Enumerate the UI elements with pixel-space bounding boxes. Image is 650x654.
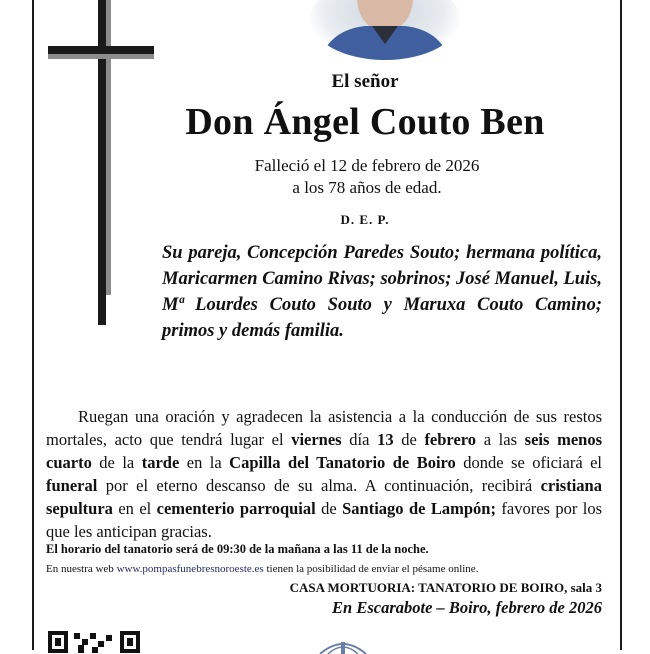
- family-list: Su pareja, Concepción Paredes Souto; hermana política, Maricarmen Camino Rivas; sobrinos; José Manuel, Luis, Mª Lourdes Couto Souto y Maruxa Couto Camino; primos y demás familia.: [162, 243, 602, 341]
- portrait-photo: [310, 0, 460, 60]
- tanatorio-hours: El horario del tanatorio será de 09:30 de la mañana a las 11 de la noche.: [46, 542, 429, 556]
- intro-text: El señor: [331, 71, 399, 92]
- death-info: [42, 155, 650, 199]
- ceremony-text: Ruegan una oración y agradecen la asistencia a la conducción de sus restos mortales, acto que tendrá lugar el viernes día 13 de febrero a las seis menos cuarto de la tarde en la Capilla del Tanatorio de Boiro donde se oficiará el funeral por el eterno descanso de su alma. A continuación, recibirá cristiana sepultura en el cementerio parroquial de Santiago de Lampón; favores por los que les anticipan gracias.: [46, 407, 603, 541]
- place-date: En Escarabote – Boiro, febrero de 2026: [332, 598, 602, 617]
- mortuary-house: CASA MORTUORIA: TANATORIO DE BOIRO, sala 3: [289, 580, 602, 595]
- dep-text: D. E. P.: [340, 212, 390, 227]
- portrait-figure-icon: [310, 0, 460, 60]
- death-date: Falleció el 12 de febrero de 2026: [254, 156, 480, 175]
- death-age: a los 78 años de edad.: [292, 178, 442, 197]
- funeral-home-logo-icon: [316, 634, 370, 654]
- web-note: En nuestra web www.pompasfunebresnoroeste.es tienen la posibilidad de enviar el pésame online.: [46, 563, 479, 575]
- left-border-line: [32, 0, 34, 650]
- deceased-name: Don Ángel Couto Ben: [185, 101, 545, 143]
- right-border-line: [620, 0, 622, 650]
- website-link[interactable]: www.pompasfunebresnoroeste.es: [116, 563, 264, 575]
